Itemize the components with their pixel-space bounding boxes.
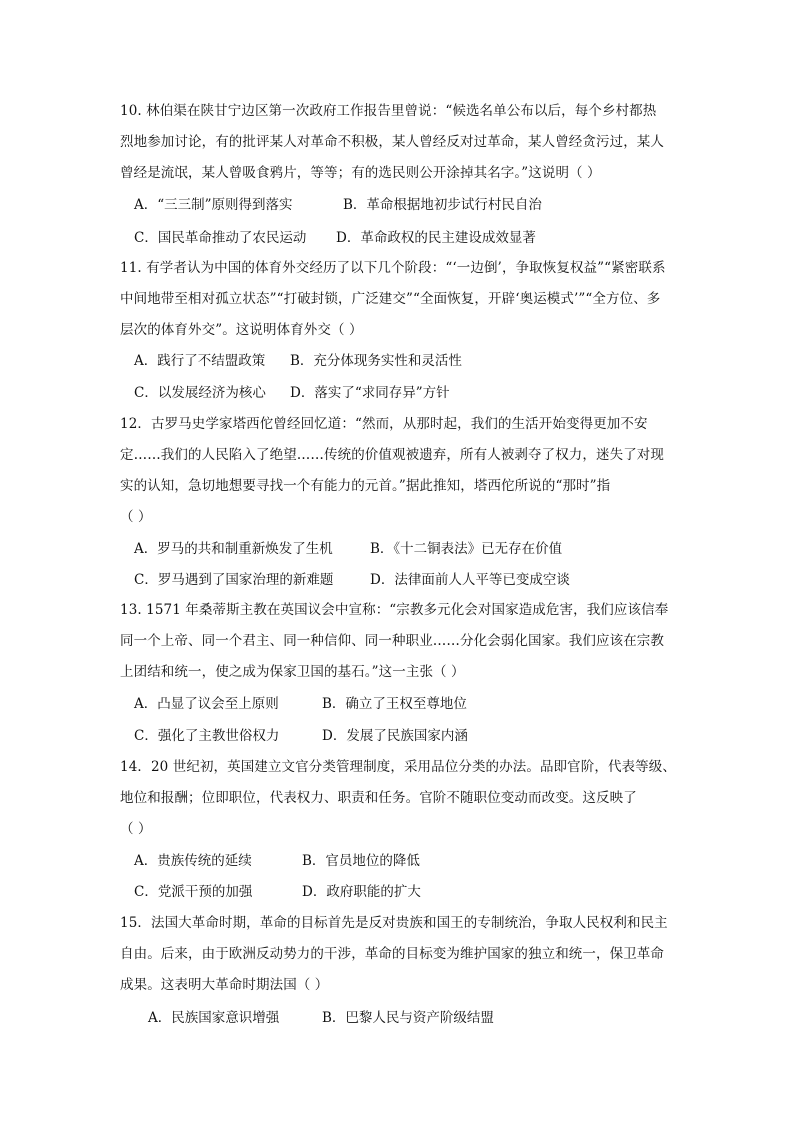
q10-option-c: C．国民革命推动了农民运动 (134, 230, 307, 246)
q11-option-b: B．充分体现务实性和灵活性 (290, 353, 462, 369)
q15-line-2: 自由。后来，由于欧洲反动势力的干涉，革命的目标变为维护国家的独立和统一，保卫革命 (120, 946, 664, 962)
q12-option-a: A．罗马的共和制重新焕发了生机 (134, 541, 333, 557)
q10-option-b: B．革命根据地初步试行村民自治 (343, 197, 542, 213)
q14-option-a: A．贵族传统的延续 (134, 853, 252, 869)
q13-line-2: 同一个上帝、同一个君主、同一种信仰、同一种职业……分化会弱化国家。我们应该在宗教 (120, 633, 664, 649)
q12-option-c: C．罗马遇到了国家治理的新难题 (134, 572, 334, 588)
q11-option-a: A．践行了不结盟政策 (134, 353, 266, 369)
q11-line-3: 层次的体育外交”。这说明体育外交（ ） (120, 322, 363, 338)
q15-line-3: 成果。这表明大革命时期法国（ ） (120, 977, 329, 993)
q14-option-b: B．官员地位的降低 (302, 853, 420, 869)
q12-line-1: 12．古罗马史学家塔西佗曾经回忆道：“然而，从那时起，我们的生活开始变得更加不安 (120, 416, 648, 432)
q10-line-3: 曾经是流氓，某人曾吸食鸦片，等等；有的选民则公开涂掉其名字。”这说明（ ） (120, 165, 601, 181)
q14-line-3: （ ） (120, 821, 152, 837)
q14-option-d: D．政府职能的扩大 (302, 884, 421, 900)
q14-line-2: 地位和报酬；位即职位，代表权力、职责和任务。官阶不随职位变动而改变。这反映了 (120, 790, 637, 806)
q15-option-a: A．民族国家意识增强 (148, 1010, 280, 1026)
q13-option-b: B．确立了王权至尊地位 (322, 696, 467, 712)
q10-line-1: 10. 林伯渠在陕甘宁边区第一次政府工作报告里曾说：“候选名单公布以后，每个乡村都热 (120, 103, 657, 119)
q10-option-a: A．“三三制”原则得到落实 (134, 197, 293, 213)
q11-option-c: C．以发展经济为核心 (134, 385, 266, 401)
q10-line-2: 烈地参加讨论，有的批评某人对革命不积极，某人曾经反对过革命，某人曾经贪污过，某人 (120, 134, 664, 150)
q12-line-3: 实的认知，急切地想要寻找一个有能力的元首。”据此推知，塔西佗所说的“那时”指 (120, 478, 611, 494)
q11-option-d: D．落实了“求同存异”方针 (290, 385, 450, 401)
q15-option-b: B．巴黎人民与资产阶级结盟 (322, 1010, 494, 1026)
q13-option-a: A．凸显了议会至上原则 (134, 696, 279, 712)
q10-option-d: D．革命政权的民主建设成效显著 (336, 230, 536, 246)
q13-option-c: C．强化了主教世俗权力 (134, 728, 280, 744)
q12-line-2: 定……我们的人民陷入了绝望……传统的价值观被遗弃，所有人被剥夺了权力，迷失了对现 (120, 447, 664, 463)
q11-line-2: 中间地带至相对孤立状态”“打破封锁，广泛建交”“全面恢复，开辟‘奥运模式’”“全方位、多 (120, 291, 661, 307)
q13-line-1: 13. 1571 年桑蒂斯主教在英国议会中宣称：“宗教多元化会对国家造成危害，我们应该信奉 (120, 602, 669, 618)
q12-line-4: （ ） (120, 509, 152, 525)
q13-line-3: 上团结和统一，使之成为保家卫国的基石。”这一主张（ ） (120, 664, 465, 680)
q14-option-c: C．党派干预的加强 (134, 884, 253, 900)
q12-option-b: B．《十二铜表法》已无存在价值 (370, 541, 563, 557)
q12-option-d: D．法律面前人人平等已变成空谈 (370, 572, 570, 588)
q11-line-1: 11. 有学者认为中国的体育外交经历了以下几个阶段：“‘一边倒’，争取恢复权益”“紧密联系 (120, 260, 666, 276)
q15-line-1: 15．法国大革命时期，革命的目标首先是反对贵族和国王的专制统治，争取人民权利和民主 (120, 915, 668, 931)
q14-line-1: 14．20 世纪初，英国建立文官分类管理制度，采用品位分类的办法。品即官阶，代表等级、 (120, 759, 676, 775)
q13-option-d: D．发展了民族国家内涵 (322, 728, 468, 744)
